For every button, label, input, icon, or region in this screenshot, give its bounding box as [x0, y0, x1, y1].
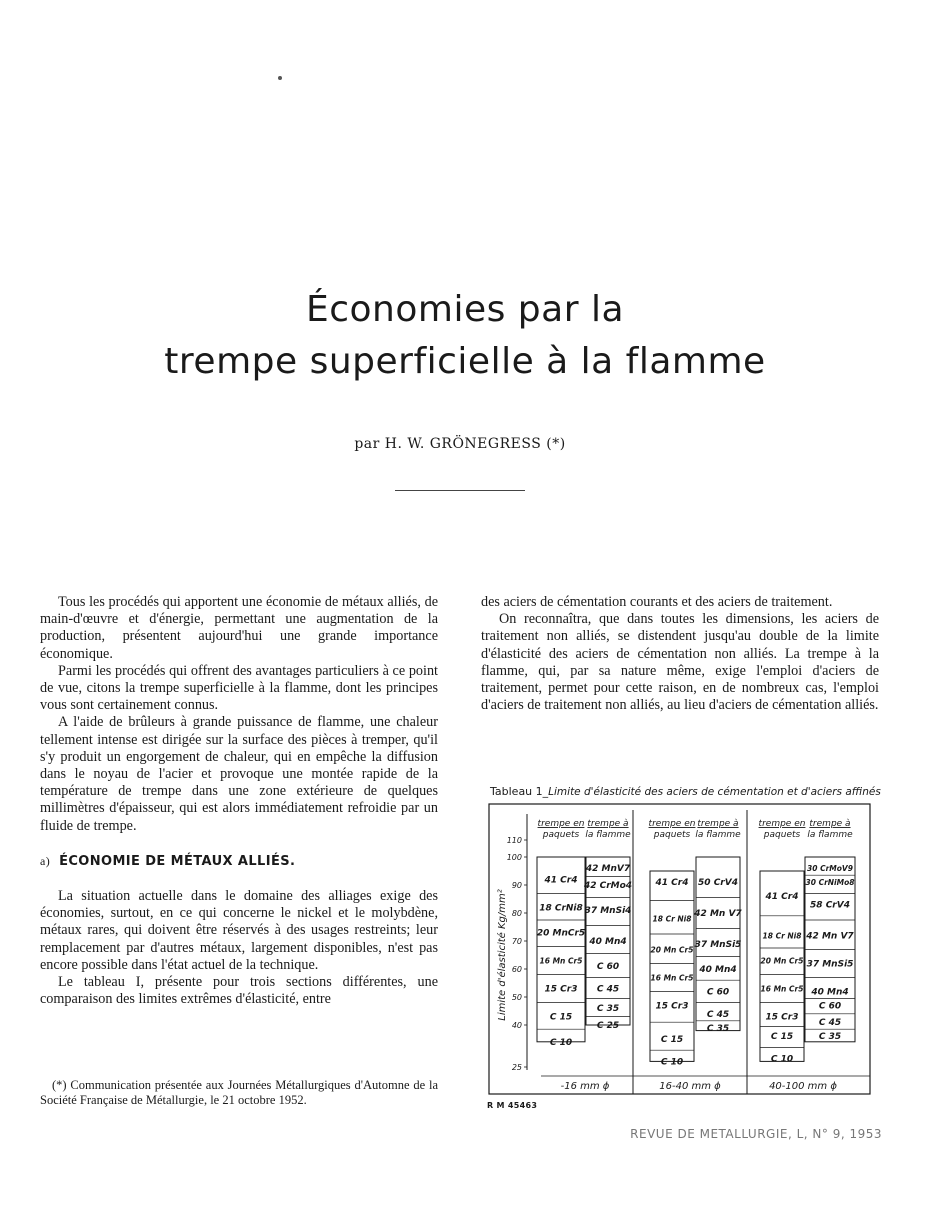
steel-label: 15 Cr3	[765, 1012, 799, 1023]
steel-label: 30 CrNiMo8	[805, 878, 855, 888]
paragraph: Le tableau I, présente pour trois sections différentes, une comparaison des limites extrêmes d'élasticité, entre	[40, 974, 438, 1008]
column-header-line1: trempe en	[648, 819, 696, 829]
steel-label: 20 Mn Cr5	[760, 956, 804, 966]
steel-label: C 45	[818, 1018, 842, 1029]
section-heading	[40, 853, 438, 870]
y-tick-label: 60	[511, 965, 522, 974]
steel-label: 40 Mn4	[589, 937, 627, 947]
table-caption: Tableau 1_Limite d'élasticité des aciers de cémentation et d'aciers affinés	[490, 785, 881, 798]
y-tick-label: 40	[511, 1021, 522, 1030]
steel-label: 18 Cr Ni8	[762, 931, 802, 941]
column-header-line1: trempe à	[587, 819, 629, 829]
steel-label: 41 Cr4	[655, 878, 689, 889]
right-column	[481, 594, 879, 714]
journal-footer: REVUE DE METALLURGIE, L, N° 9, 1953	[630, 1127, 882, 1141]
title-line-1: Économies par la	[305, 289, 625, 330]
steel-label: 16 Mn Cr5	[760, 984, 804, 994]
steel-label: 40 Mn4	[811, 987, 849, 998]
figure-reference: R M 45463	[487, 1101, 538, 1110]
steel-label: 58 CrV4	[810, 900, 850, 911]
section-label: 16-40 mm ϕ	[659, 1081, 721, 1092]
steel-label: 41 Cr4	[765, 892, 799, 903]
y-axis-label: Limite d'élasticité Kg/mm²	[497, 889, 508, 1021]
section-heading-text: ÉCONOMIE DE MÉTAUX ALLIÉS.	[59, 853, 296, 869]
steel-label: 42 MnV7	[585, 864, 631, 875]
y-tick-label: 90	[511, 881, 522, 890]
paragraph: des aciers de cémentation courants et des aciers de traitement.	[481, 594, 833, 610]
steel-label: 42 CrMo4	[583, 881, 633, 891]
table-caption-title: Limite d'élasticité des aciers de cémentation et d'aciers affinés	[548, 786, 881, 798]
column-header-line2: la flamme	[585, 830, 631, 840]
paragraph: On reconnaîtra, que dans toutes les dimensions, les aciers de traitement non alliés, se distendent jusqu'au double de la limite d'élasticité des aciers de cémentation non alliés. La trempe à la flamme, qui, par sa nature même, exige l'emploi d'aciers de traitement, permet pour cette raison, en de nombreux cas, l'emploi d'aciers de traitement non alliés, au lieu d'aciers de cémentation alliés.	[481, 611, 879, 714]
steel-label: 42 Mn V7	[806, 931, 854, 942]
footnote: (*) Communication présentée aux Journées Métallurgiques d'Automne de la Société Française de Métallurgie, le 21 octobre 1952.	[40, 1078, 438, 1107]
y-tick-label: 50	[511, 993, 522, 1002]
paragraph: La situation actuelle dans le domaine des alliages exige des économies, surtout, en ce qui concerne le nickel et le molybdène, métaux rares, qui doivent être réservés à des usages restreints; leur remplacement par d'autres métaux, largement disponibles, n'est pas encore possible dans l'état actuel de la technique.	[40, 888, 438, 973]
steel-label: 16 Mn Cr5	[650, 973, 694, 983]
steel-label: C 35	[596, 1004, 620, 1015]
article-title	[0, 284, 930, 388]
column-header-line1: trempe en	[537, 819, 585, 829]
steel-label: C 35	[706, 1023, 730, 1034]
column-header-line1: trempe à	[809, 819, 851, 829]
steel-label: 20 Mn Cr5	[650, 945, 694, 955]
steel-label: 15 Cr3	[655, 1001, 689, 1012]
section-marker: a)	[40, 853, 51, 868]
author-line: par H. W. GRÖNEGRESS (*)	[354, 436, 566, 452]
steel-label: 20 MnCr5	[536, 928, 586, 939]
steel-label: C 10	[549, 1037, 573, 1048]
column-header-line2: la flamme	[695, 830, 741, 840]
steel-label: 41 Cr4	[544, 875, 578, 886]
steel-label: 37 MnSi5	[694, 939, 742, 950]
steel-label: C 15	[770, 1032, 794, 1043]
steel-label: 50 CrV4	[698, 878, 738, 889]
steel-label: C 45	[596, 984, 620, 995]
steel-label: 16 Mn Cr5	[539, 956, 583, 966]
steel-label: 18 CrNi8	[539, 903, 583, 914]
paragraph: A l'aide de brûleurs à grande puissance de flamme, une chaleur tellement intense est dirigée sur la surface des pièces à tremper, qu'il s'y produit un engorgement de chaleur, qui en empêche la diffusion dans le noyau de l'acier et provoque une montée rapide de la température de trempe dans une zone extérieure de quelques millimètres d'épaisseur, qui est alors immédiatement refroidie par un fluide de trempe.	[40, 714, 438, 834]
y-tick-label: 80	[511, 909, 522, 918]
steel-label: C 10	[770, 1054, 794, 1065]
paragraph: Parmi les procédés qui offrent des avantages particuliers à ce point de vue, citons la trempe superficielle à la flamme, dont les principes vous sont certainement connus.	[40, 662, 438, 714]
column-header-line2: paquets	[653, 830, 691, 840]
steel-label: C 10	[660, 1057, 684, 1068]
elasticity-chart	[485, 800, 880, 1100]
column-header-line1: trempe en	[758, 819, 806, 829]
steel-label: C 15	[660, 1035, 684, 1045]
y-tick-label: 110	[506, 836, 522, 845]
steel-range-box	[650, 871, 694, 1061]
y-tick-label: 70	[511, 937, 522, 946]
steel-label: 42 Mn V7	[694, 909, 742, 919]
page-speck	[278, 76, 282, 80]
left-column	[40, 594, 438, 1008]
steel-label: C 45	[706, 1009, 730, 1020]
steel-label: C 15	[549, 1012, 573, 1023]
steel-label: C 25	[596, 1021, 620, 1031]
steel-label: C 35	[818, 1032, 842, 1043]
column-header-line2: la flamme	[807, 830, 853, 840]
steel-label: 37 MnSi4	[584, 906, 632, 917]
title-divider	[395, 490, 525, 491]
steel-label: C 60	[596, 962, 620, 973]
y-tick-label: 100	[506, 853, 522, 862]
steel-label: 30 CrMoV9	[807, 864, 853, 874]
column-header-line2: paquets	[542, 830, 580, 840]
paragraph: Tous les procédés qui apportent une économie de métaux alliés, de main-d'œuvre et d'énergie, permettant une augmentation de la production, présentent aujourd'hui une grande importance économique.	[40, 594, 438, 662]
table-caption-label: Tableau 1	[490, 785, 543, 798]
steel-label: C 60	[706, 987, 730, 998]
steel-label: C 60	[818, 1001, 842, 1012]
section-label: -16 mm ϕ	[560, 1081, 610, 1092]
y-tick-label: 25	[511, 1063, 522, 1072]
column-header-line1: trempe à	[697, 819, 739, 829]
steel-label: 15 Cr3	[544, 984, 578, 995]
steel-label: 18 Cr Ni8	[652, 914, 692, 924]
steel-label: 40 Mn4	[699, 965, 737, 975]
section-label: 40-100 mm ϕ	[769, 1081, 837, 1092]
steel-label: 37 MnSi5	[806, 959, 854, 970]
title-line-2: trempe superficielle à la flamme	[164, 341, 766, 382]
column-header-line2: paquets	[763, 830, 801, 840]
